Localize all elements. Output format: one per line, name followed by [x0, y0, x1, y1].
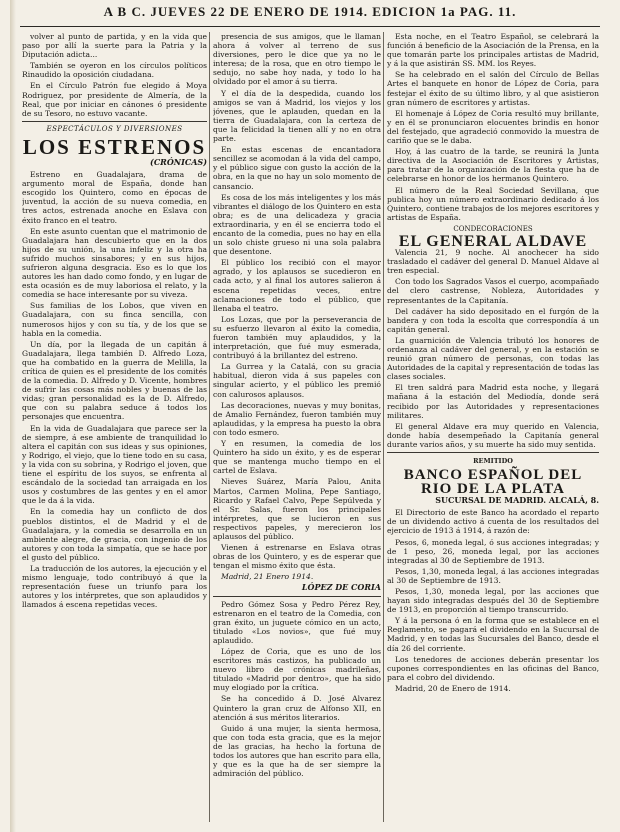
paragraph: El general Aldave era muy querido en Valencia, donde había desempeñado la Capitanía general durante varios años, y su muerte ha sido muy sentida.: [387, 421, 599, 449]
paragraph: Se ha celebrado en el salón del Círculo de Bellas Artes el banquete en honor de López de Coria, para festejar el éxito de su último libro, y al que asistieron gran número de escritores y artistas.: [387, 70, 599, 107]
paragraph: Pesos, 1,30, moneda legal, por las acciones que hayan sido integradas después del 30 de Septiembre de 1913, en proporción al tiempo transcurrido.: [387, 586, 599, 615]
paragraph: Pedro Gómez Sosa y Pedro Pérez Rey, estrenaron en el teatro de la Comedia, con gran éxito, un juguete cómico en un acto, titulado «Los novios», que fué muy aplaudido.: [213, 599, 381, 645]
bank-notice-subtitle: SUCURSAL DE MADRID. ALCALÁ, 8.: [435, 495, 599, 506]
paragraph: Es cosa de los más inteligentes y los más vibrantes el diálogo de los Quintero en esta obra; es de una delicadeza y gracia extraordinaria, y en él se encierra todo el encanto de la comedia, pues no hay en ella un solo chiste grueso ni una sola palabra que desentone.: [213, 192, 381, 257]
column-one: [22, 32, 207, 824]
paragraph: Guido á una mujer, la sienta hermosa, que con toda esta gracia, que es la mejor de las gracias, ha hecho la fortuna de todos los autores que han escrito para ella, y que es la que ha de ser siempre la admiración del público.: [213, 723, 381, 779]
paragraph: El tren saldrá para Madrid esta noche, y llegará mañana á la estación del Mediodía, donde será recibido por las Autoridades y representaciones militares.: [387, 383, 599, 420]
paragraph: volver al punto de partida, y en la vida que paso por allí la suerte para la Patria y la Diputación adicta...: [22, 32, 207, 60]
bank-notice-title: BANCO ESPAÑOL DEL RIO DE LA PLATA: [403, 467, 583, 498]
paragraph: En este asunto cuentan que el matrimonio de Guadalajara han descubierto que en la dos hijos de su unión, la una infeliz y la otra ha sufrido muchos sinsabores; y en sus hijos, sufrieron alguna desgracia. Eso es lo que los autores les han dado como fondo, y en lugar de esta ocasión es de muy laboriosa el relato, y la comedia se hace interesante por su viveza.: [22, 226, 207, 300]
paragraph: El público los recibió con el mayor agrado, y los aplausos se sucedieron en cada acto, y al final los autores salieron á escena repetidas veces, entre aclamaciones de todo el público, que llenaba el teatro.: [213, 258, 381, 313]
paragraph: Vienen á estrenarse en Eslava otras obras de los Quintero, y es de esperar que tengan el mismo éxito que ésta.: [213, 543, 381, 571]
paragraph: Estreno en Guadalajara, drama de argumento moral de España, donde han escogido los Quintero, como en épocas de juventud, la acción de su nueva comedia, en tres actos, estrenada anoche en Eslava con éxito franco en el teatro.: [22, 170, 207, 225]
paragraph: Y á la persona ó en la forma que se establece en el Reglamento, se pagará el dividendo en la Sucursal de Madrid, y en todas las Sucursales del Banco, desde el día 26 del corriente.: [387, 616, 599, 653]
paragraph: El Directorio de este Banco ha acordado el reparto de un dividendo activo á cuenta de los resultados del ejercicio de 1913 á 1914, á razón de:: [387, 508, 599, 536]
paragraph: La traducción de los autores, la ejecución y el mismo lenguaje, todo contribuyó á que la representación fuese un triunfo para los autores y los intérpretes, que son aplaudidos y llamados á escena repetidas veces.: [22, 563, 207, 610]
paragraph: Valencia 21, 9 noche. Al anochecer ha sido trasladado el cadáver del general D. Manuel Aldave al tren especial.: [387, 248, 599, 276]
paragraph: Pesos, 1,30, moneda legal, á las acciones integradas al 30 de Septiembre de 1913.: [387, 566, 599, 585]
section-rule: [387, 452, 599, 453]
paragraph: presencia de sus amigos, que le llaman ahora á volver al terreno de sus diversiones, pero le dice que ya no le interesa; de la rosa, que en otro tiempo le sedujo, no sabe hoy nada, y todo lo ha olvidado por el amor á su tierra.: [213, 32, 381, 87]
column-three: [387, 32, 599, 824]
paragraph: Madrid, 20 de Enero de 1914.: [395, 683, 511, 693]
section-label: ESPECTÁCULOS Y DIVERSIONES: [46, 124, 183, 133]
article-title: LOS ESTRENOS: [22, 134, 207, 159]
paragraph: Sus familias de los Lobos, que viven en Guadalajara, con su finca sencilla, con numerosos hijos y con su tía, y de los que se habla en la comedia.: [22, 301, 207, 338]
paragraph: En la comedia hay un conflicto de dos pueblos distintos, el de Madrid y el de Guadalajara, y la comedia se desarrolla en un ambiente alegre, de gracia, con ingenio de los autores y con toda la simpatía, que se hace por el gusto del público.: [22, 507, 207, 562]
paragraph: El homenaje á López de Coria resultó muy brillante, y en él se pronunciaron elocuentes brindis en honor del festejado, que agradeció conmovido la muestra de cariño que se le daba.: [387, 108, 599, 146]
page-binding-edge: [10, 0, 16, 832]
paragraph: La guarnición de Valencia tributó los honores de ordenanza al cadáver del general, y en la estación se reunió gran número de personas, con todas las Autoridades de la capital y representación de todas las clases sociales.: [387, 335, 599, 382]
article-subtitle: (CRÓNICAS): [150, 156, 207, 167]
paragraph: Y en resumen, la comedia de los Quintero ha sido un éxito, y es de esperar que se mantenga mucho tiempo en el cartel de Eslava.: [213, 439, 381, 476]
paragraph: También se oyeron en los círculos políticos Rinaudido la oposición ciudadana.: [22, 61, 207, 80]
running-head: A B C. JUEVES 22 DE ENERO DE 1914. EDICION 1a PAG. 11.: [20, 4, 600, 27]
paragraph: Nieves Suárez, María Palou, Anita Martos, Carmen Molina, Pepe Santiago, Ricardo y Rafael Calvo, Pepe Sepúlveda y el Sr. Salas, fueron los principales intérpretes, que se lucieron en sus respectivos papeles, y merecieron los aplausos del público.: [213, 477, 381, 541]
column-divider: [209, 32, 210, 822]
column-divider: [383, 32, 384, 822]
section-rule: [213, 596, 381, 597]
column-two: [213, 32, 381, 824]
paragraph: Un día, por la llegada de un capitán á Guadalajara, llega también D. Alfredo Loza, que ha combatido en la guerra de Melilla, la crítica de quien es el presidente de los comités de la comedia. D. Alfredo y D. Vicente, hombres de sufrir las cosas más nobles y buenas de las vidas; gran personalidad es la de D. Alfredo, que con su palabra seduce á todos los personajes que encuentra.: [22, 339, 207, 422]
section-label: CONDECORACIONES: [453, 224, 533, 233]
paragraph: Los Lozas, que por la perseverancia de su esfuerzo llevaron al éxito la comedia, fueron también muy aplaudidos, y la interpretación, que fué muy esmerada, contribuyó á la brillantez del estreno.: [213, 314, 381, 361]
paragraph: Con todo los Sagrados Vasos el cuerpo, acompañado del clero castrense, Nobleza, Autoridades y representantes de la Capitanía.: [387, 277, 599, 305]
section-rule: [22, 121, 207, 122]
paragraph: López de Coria, que es uno de los escritores más castizos, ha publicado un nuevo libro de crónicas madrileñas, titulado «Madrid por dentro», que ha sido muy elogiado por la crítica.: [213, 647, 381, 693]
signature: LÓPEZ DE CORIA: [301, 582, 381, 593]
paragraph: Del cadáver ha sido depositado en el furgón de la bandera y con toda la escolta que correspondía á un capitán general.: [387, 306, 599, 334]
paragraph: Las decoraciones, nuevas y muy bonitas, de Amalio Fernández, fueron también muy aplaudidas, y la empresa ha puesto la obra con todo esmero.: [213, 400, 381, 437]
paragraph: Esta noche, en el Teatro Español, se celebrará la función á beneficio de la Asociación de la Prensa, en la que tomarán parte los principales artistas de Madrid, y á la que asistirán SS. MM. los Reyes.: [387, 32, 599, 69]
paragraph: En el Círculo Patrón fue elegido á Moya Rodriguez, por presidente de Almería, de la Real, que por iniciar en cánones ó presidente de su Tesoro, no estuvo vacante.: [22, 81, 207, 118]
paragraph: Hoy, á las cuatro de la tarde, se reunirá la Junta directiva de la Asociación de Escritores y Artistas, para tratar de la organización de la fiesta que ha de celebrarse en honor de los hermanos Quintero.: [387, 147, 599, 184]
paragraph: El número de la Real Sociedad Sevillana, que publica hoy un número extraordinario dedicado á los Quintero, contiene trabajos de los mejores escritores y artistas de España.: [387, 185, 599, 222]
paragraph: En la vida de Guadalajara que parece ser la de siempre, á ese ambiente de tranquilidad lo altera el capitán con sus ideas y sus opiniones, y Rodrigo, el viejo, que lo tiene todo en su casa, y la vida con su sobrina, y Rodrigo el joven, que tiene el espíritu de los suyos, se enfrenta al escándalo de la sociedad tan arraigada en los usos y costumbres de las gentes y en el amor que le da á la vida.: [22, 423, 207, 506]
article-title: EL GENERAL ALDAVE: [398, 232, 588, 250]
paragraph: En estas escenas de encantadora sencillez se acomodan á la vida del campo, y el público sigue con gusto la acción de la obra, en la que no hay un solo momento de cansancio.: [213, 145, 381, 191]
section-label: REMITIDO: [473, 457, 513, 466]
dateline: Madrid, 21 Enero 1914.: [221, 572, 314, 582]
paragraph: Se ha concedido á D. José Alvarez Quintero la gran cruz de Alfonso XII, en atención á sus méritos literarios.: [213, 694, 381, 722]
paragraph: Los tenedores de acciones deberán presentar los cupones correspondientes en las oficinas del Banco, para el cobro del dividendo.: [387, 654, 599, 682]
paragraph: Y el día de la despedida, cuando los amigos se van á Madrid, los viejos y los jóvenes, que le aplauden, quedan en la tierra de Guadalajara, con la certeza de que la felicidad la tienen allí y no en otra parte.: [213, 88, 381, 144]
paragraph: Pesos, 6, moneda legal, ó sus acciones integradas; y de 1 peso, 26, moneda legal, por las acciones integradas al 30 de Septiembre de 1913.: [387, 537, 599, 565]
paragraph: La Gurrea y la Catalá, con su gracia habitual, dieron vida á sus papeles con singular acierto, y el público les premió con calurosos aplausos.: [213, 362, 381, 399]
